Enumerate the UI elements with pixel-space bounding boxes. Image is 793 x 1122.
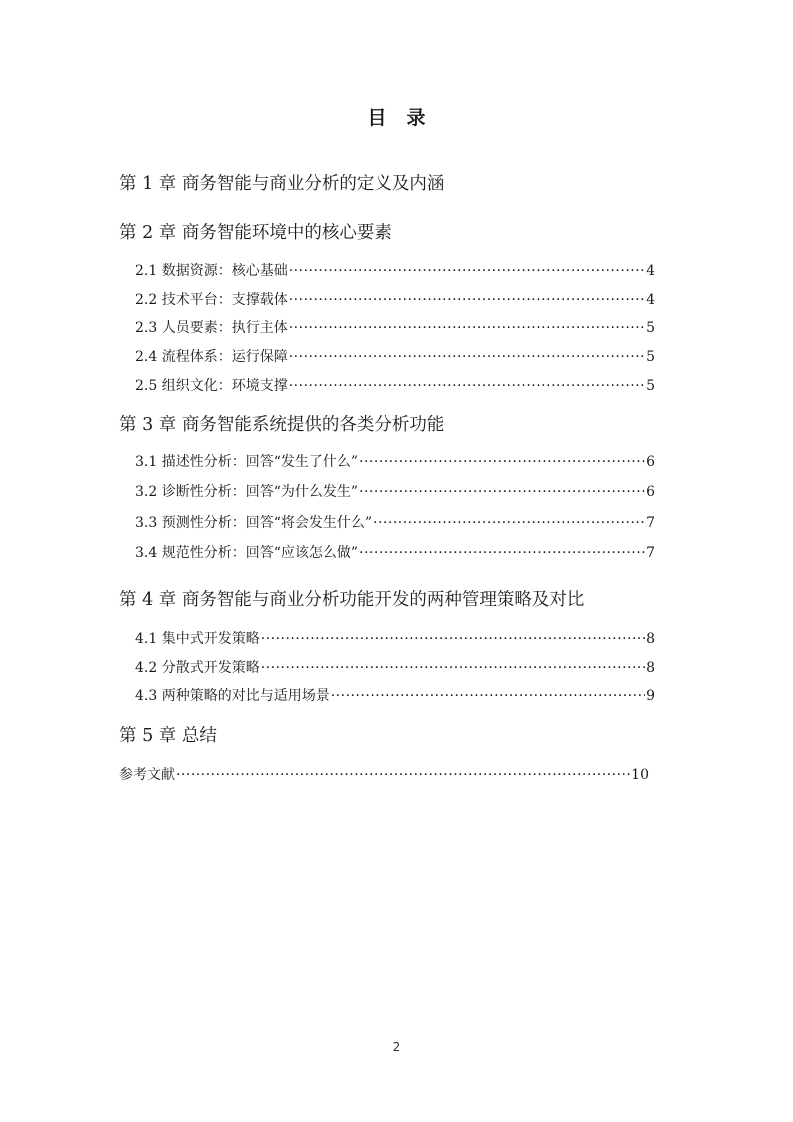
toc-entry[interactable]: [135, 543, 655, 563]
toc-entry-label: 2.3 人员要素：执行主体: [135, 320, 288, 336]
toc-entry[interactable]: [135, 376, 655, 396]
leader-dots: [359, 452, 645, 472]
toc-entry-page: 5: [646, 320, 655, 336]
toc-title-right: 录: [406, 107, 426, 129]
toc-entry-label: 2.5 组织文化：环境支撑: [135, 378, 288, 394]
toc-entry-label: 3.2 诊断性分析：回答“为什么发生”: [135, 484, 359, 500]
leader-dots: [176, 765, 630, 785]
leader-dots: [289, 347, 645, 367]
toc-entry-page: 5: [646, 349, 655, 365]
leader-dots: [289, 261, 645, 281]
toc-entry[interactable]: [135, 290, 655, 310]
toc-entry[interactable]: [135, 629, 655, 649]
toc-entry[interactable]: [135, 318, 655, 338]
toc-entry-page: 8: [646, 660, 655, 676]
toc-chapter-2[interactable]: 第 2 章 商务智能环境中的核心要素: [119, 223, 392, 243]
toc-entry-label: 2.1 数据资源：核心基础: [135, 263, 288, 279]
leader-dots: [261, 658, 645, 678]
toc-entry-label: 4.3 两种策略的对比与适用场景: [135, 688, 330, 704]
leader-dots: [331, 686, 645, 706]
leader-dots: [289, 318, 645, 338]
toc-title: [0, 103, 793, 130]
toc-entry-page: 4: [646, 292, 655, 308]
toc-entry-page: 7: [646, 545, 655, 561]
toc-entry-page: 9: [646, 688, 655, 704]
leader-dots: [261, 629, 645, 649]
toc-entry-label: 3.3 预测性分析：回答“将会发生什么”: [135, 515, 373, 531]
leader-dots: [359, 543, 645, 563]
leader-dots: [359, 482, 645, 502]
toc-entry-page: 7: [646, 515, 655, 531]
toc-chapter-5[interactable]: 第 5 章 总结: [119, 726, 217, 746]
page-number: 2: [392, 1040, 401, 1054]
toc-entry[interactable]: [135, 513, 655, 533]
leader-dots: [373, 513, 645, 533]
toc-entry-label: 3.1 描述性分析：回答“发生了什么”: [135, 454, 359, 470]
toc-entry-label: 参考文献: [119, 767, 175, 783]
toc-entry-page: 4: [646, 263, 655, 279]
toc-entry-page: 8: [646, 631, 655, 647]
toc-entry[interactable]: [135, 658, 655, 678]
toc-title-left: 目: [367, 107, 387, 129]
toc-chapter-1[interactable]: 第 1 章 商务智能与商业分析的定义及内涵: [119, 174, 445, 194]
toc-entry-page: 10: [631, 767, 649, 783]
toc-chapter-3[interactable]: 第 3 章 商务智能系统提供的各类分析功能: [119, 415, 445, 435]
toc-entry-label: 2.2 技术平台：支撑载体: [135, 292, 288, 308]
toc-entry-label: 4.1 集中式开发策略: [135, 631, 260, 647]
toc-entry-label: 4.2 分散式开发策略: [135, 660, 260, 676]
toc-entry-label: 2.4 流程体系：运行保障: [135, 349, 288, 365]
toc-entry[interactable]: [135, 261, 655, 281]
leader-dots: [289, 376, 645, 396]
toc-entry-page: 5: [646, 378, 655, 394]
toc-entry[interactable]: [135, 452, 655, 472]
toc-entry-label: 3.4 规范性分析：回答“应该怎么做”: [135, 545, 359, 561]
toc-entry[interactable]: [135, 347, 655, 367]
toc-chapter-4[interactable]: 第 4 章 商务智能与商业分析功能开发的两种管理策略及对比: [119, 590, 585, 610]
toc-entry-references[interactable]: [119, 765, 649, 785]
toc-entry-page: 6: [646, 454, 655, 470]
toc-entry[interactable]: [135, 482, 655, 502]
leader-dots: [289, 290, 645, 310]
toc-entry-page: 6: [646, 484, 655, 500]
toc-entry[interactable]: [135, 686, 655, 706]
